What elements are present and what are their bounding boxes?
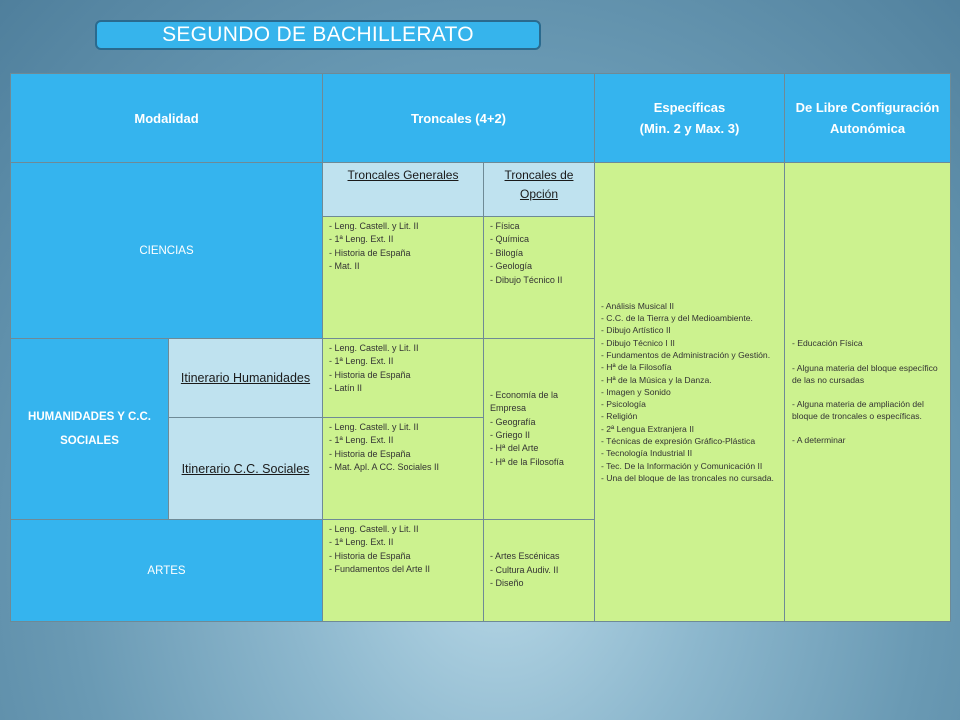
list-item: - 1ª Leng. Ext. II [329,234,394,245]
list-item: - 1ª Leng. Ext. II [329,435,394,446]
list-item: - Educación Física [792,338,863,349]
list-item: - Imagen y Sonido [601,386,671,397]
list-item: - Economía de la Empresa [490,389,559,414]
list-item: - Cultura Audiv. II [490,564,559,575]
list-item: - 2ª Lengua Extranjera II [601,423,694,434]
list-item: - Mat. II [329,261,360,272]
hum-soc-opcion-cell [484,339,595,520]
list-spacer [792,422,947,434]
list-item: - Latín II [329,383,363,394]
list-item: - Leng. Castell. y Lit. II [329,524,419,534]
list-spacer [792,350,947,362]
artes-generales-list [329,523,480,577]
header-especificas-line1: Específicas [653,100,726,115]
subheader-troncales-generales-label: Troncales Generales [347,168,459,182]
artes-opcion-cell [484,520,595,622]
page-title: SEGUNDO DE BACHILLERATO [95,20,541,50]
list-item: - 1ª Leng. Ext. II [329,356,394,367]
list-spacer [792,386,947,398]
list-item: - Diseño [490,578,524,589]
itinerario-humanidades-label: Itinerario Humanidades [180,371,311,385]
list-item: - Fundamentos de Administración y Gestión. [601,349,771,360]
list-item: - Geología [490,261,533,272]
especificas-list [601,300,781,484]
subheader-troncales-opcion-label: Troncales de Opción [504,168,574,201]
list-item: - Psicología [601,399,646,410]
sociales-generales-cell [323,418,484,520]
list-item: - Leng. Castell. y Lit. II [329,221,419,231]
list-item: - Química [490,234,530,245]
list-item: - Historia de España [329,448,411,459]
list-item: - Bilogía [490,247,524,258]
libre-cell [785,163,951,622]
curriculum-table [10,73,951,622]
artes-opcion-list [490,550,591,590]
list-item: - Técnicas de expresión Gráfico-Plástica [601,436,756,447]
modalidad-artes: ARTES [11,520,323,622]
header-libre [785,74,951,163]
itinerario-sociales [169,418,323,520]
list-item: - C.C. de la Tierra y del Medioambiente. [601,313,753,324]
header-libre-line2: Autonómica [829,121,906,136]
list-item: - Física [490,221,520,231]
list-item: - Mat. Apl. A CC. Sociales II [329,462,440,473]
itinerario-humanidades [169,339,323,418]
list-item: - Hª de la Música y la Danza. [601,374,712,385]
sociales-generales-list [329,421,480,475]
header-especificas [595,74,785,163]
header-modalidad: Modalidad [11,74,323,163]
header-especificas-line2: (Min. 2 y Max. 3) [639,121,740,136]
list-item: - Religión [601,411,638,422]
list-item: - Historia de España [329,247,411,258]
libre-list [792,337,947,446]
subheader-troncales-generales [323,163,484,217]
header-troncales: Troncales (4+2) [323,74,595,163]
list-item: - Análisis Musical II [601,300,675,311]
itinerario-sociales-label: Itinerario C.C. Sociales [181,461,310,476]
list-item: - Hª del Arte [490,443,539,454]
subheader-troncales-opcion [484,163,595,217]
list-item: - Tecnología Industrial II [601,448,693,459]
list-item: - Artes Escénicas [490,551,560,562]
artes-generales-cell [323,520,484,622]
list-item: - Historia de España [329,369,411,380]
humanidades-generales-list [329,342,480,396]
ciencias-opcion-list [490,220,591,287]
list-item: - Dibujo Técnico II [490,274,563,285]
list-item: - Una del bloque de las troncales no cursada. [601,472,774,483]
modalidad-humanidades: HUMANIDADES Y C.C. SOCIALES [11,339,169,520]
list-item: - Alguna materia de ampliación del bloque de troncales o específicas. [792,399,924,422]
list-item: - Tec. De la Información y Comunicación II [601,460,763,471]
list-item: - Hª de la Filosofía [601,362,672,373]
hum-soc-opcion-list [490,389,591,469]
ciencias-generales-cell [323,217,484,339]
especificas-cell [595,163,785,622]
list-item: - Leng. Castell. y Lit. II [329,343,419,353]
list-item: - Historia de España [329,550,411,561]
list-item: - Griego II [490,430,531,440]
list-item: - Fundamentos del Arte II [329,564,431,575]
ciencias-opcion-cell [484,217,595,339]
list-item: - Geografía [490,416,536,427]
list-item: - A determinar [792,435,846,446]
modalidad-ciencias: CIENCIAS [11,163,323,339]
list-item: - Dibujo Técnico I II [601,337,675,348]
list-item: - Hª de la Filosofía [490,456,564,467]
list-item: - Alguna materia del bloque específico de las no cursadas [792,362,938,385]
humanidades-generales-cell [323,339,484,418]
list-item: - Leng. Castell. y Lit. II [329,422,419,432]
header-libre-line1: De Libre Configuración [795,100,940,115]
ciencias-generales-list [329,220,480,274]
list-item: - 1ª Leng. Ext. II [329,537,394,548]
list-item: - Dibujo Artístico II [601,325,671,336]
